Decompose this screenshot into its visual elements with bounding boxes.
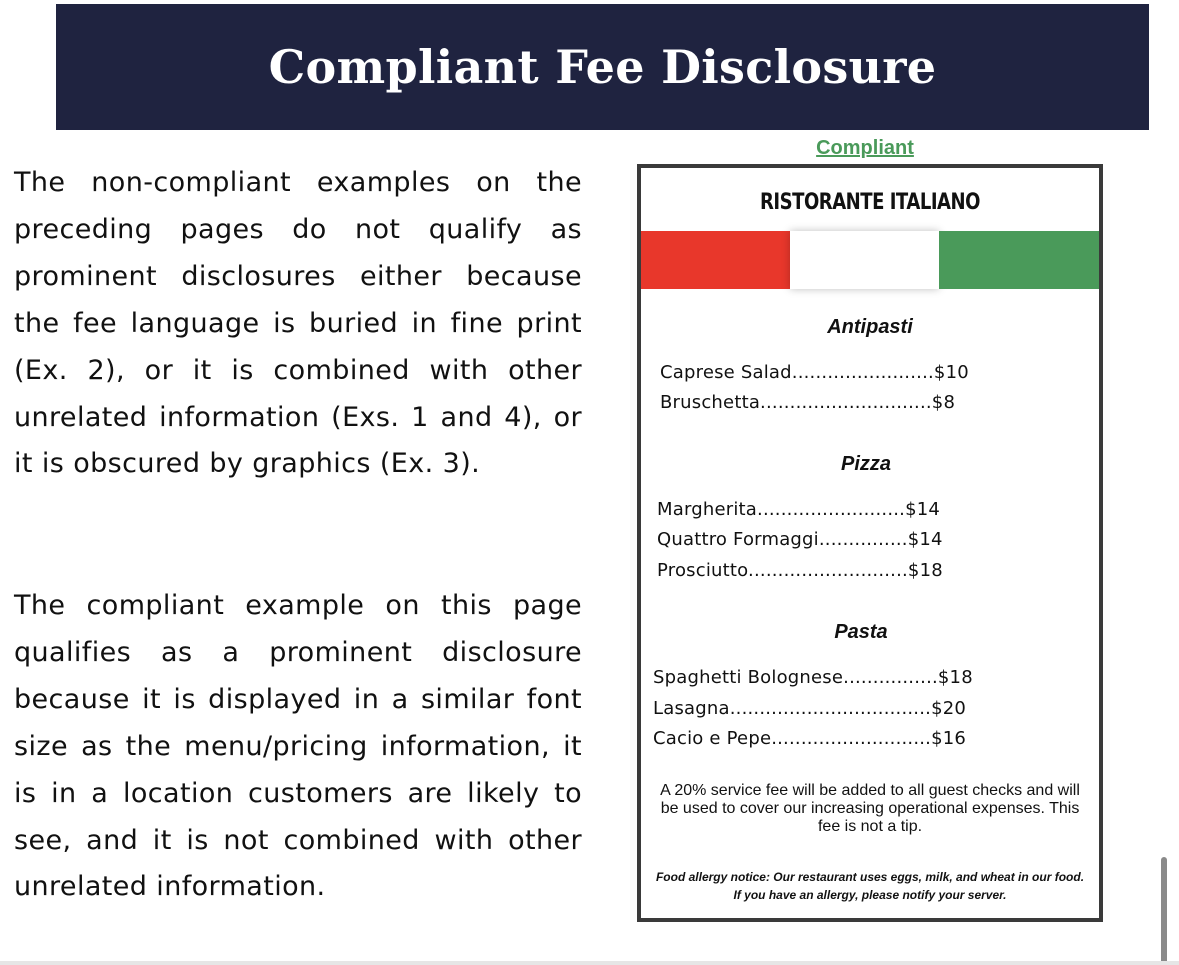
flag-stripe-green — [939, 231, 1099, 289]
flag-stripe-white — [790, 231, 939, 289]
page-bottom-edge — [0, 961, 1179, 965]
explanation-paragraph-compliant: The compliant example on this page qualifies as a prominent disclosure because it is displayed in a similar font size as the menu/pricing information, it is in a location customers are likely to see, and it is not combined with other unrelated information. — [14, 590, 582, 903]
italian-flag-banner — [641, 231, 1099, 289]
food-allergy-notice: Food allergy notice: Our restaurant uses eggs, milk, and wheat in our food. If you have an allergy, please notify your server. — [655, 870, 1085, 902]
menu-item: Caprese Salad........................$10 — [660, 362, 969, 383]
flag-stripe-red — [641, 231, 790, 289]
section-title-pasta: Pasta — [834, 621, 888, 643]
section-title-antipasti: Antipasti — [827, 316, 913, 338]
restaurant-name: RISTORANTE ITALIANO — [760, 190, 980, 215]
menu-item: Quattro Formaggi...............$14 — [657, 529, 943, 550]
section-title-pizza: Pizza — [840, 453, 892, 475]
scrollbar-thumb[interactable] — [1161, 857, 1167, 965]
menu-item: Margherita.........................$14 — [657, 499, 941, 520]
menu-card — [637, 164, 1103, 922]
menu-item: Prosciutto...........................$18 — [657, 560, 943, 581]
menu-item: Bruschetta.............................$8 — [660, 392, 956, 413]
page-title: Compliant Fee Disclosure — [268, 40, 937, 94]
service-fee-disclosure: A 20% service fee will be added to all guest checks and will be used to cover our increasing operational expenses. This fee is not a tip. — [660, 782, 1080, 835]
title-banner — [56, 4, 1149, 130]
menu-item: Spaghetti Bolognese................$18 — [653, 667, 973, 688]
menu-item: Cacio e Pepe...........................$16 — [653, 728, 967, 749]
compliant-label: Compliant — [816, 137, 914, 159]
menu-item: Lasagna..................................$20 — [653, 698, 967, 719]
explanation-paragraph-noncompliant: The non-compliant examples on the preceding pages do not qualify as prominent disclosures either because the fee language is buried in fine print (Ex. 2), or it is combined with other unrelated information (Exs. 1 and 4), or it is obscured by graphics (Ex. 3). — [14, 167, 582, 480]
